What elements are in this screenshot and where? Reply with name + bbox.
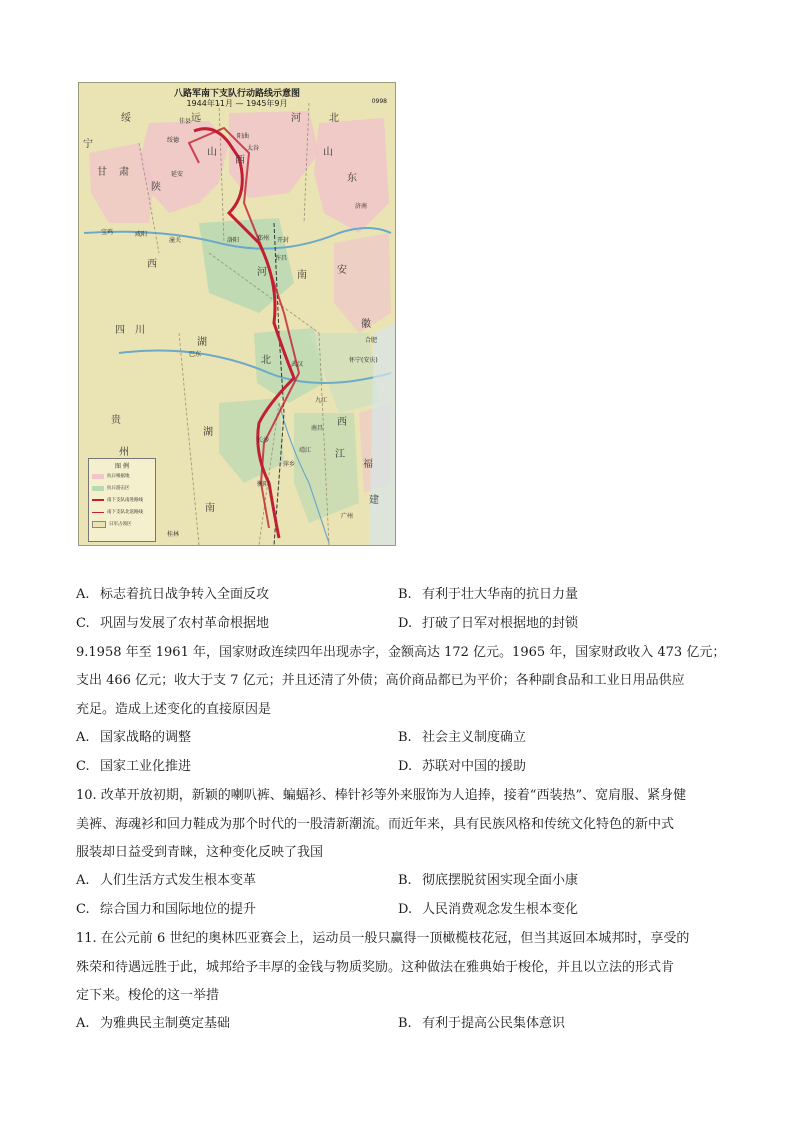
option-text: 有利于壮大华南的抗日力量 bbox=[422, 587, 579, 602]
city-label: 佳县 bbox=[179, 118, 192, 125]
province-label: 安 bbox=[337, 265, 347, 276]
question-10-line: 美裤、海魂衫和回力鞋成为那个时代的一股清新潮流。而近年来，具有民族风格和传统文化特色的新中式 bbox=[76, 817, 675, 832]
province-label: 山 bbox=[323, 147, 333, 158]
question-10-line: 10. 改革开放初期，新颖的喇叭裤、蝙蝠衫、棒针衫等外来服饰为人追捧，接着“西装热”、宽肩服、紧身健 bbox=[76, 788, 687, 803]
city-label: 桂林 bbox=[167, 531, 180, 538]
option-b[interactable] bbox=[398, 1015, 565, 1033]
province-label: 山 bbox=[207, 147, 217, 158]
province-label: 州 bbox=[119, 447, 129, 458]
city-label: 怀宁(安庆) bbox=[349, 357, 378, 364]
option-text: 为雅典民主制奠定基础 bbox=[100, 1016, 231, 1031]
city-label: 长沙 bbox=[257, 437, 270, 444]
option-letter: A. bbox=[76, 587, 90, 602]
province-label: 江 bbox=[335, 449, 345, 460]
option-a[interactable] bbox=[76, 586, 269, 604]
map-code: 0998 bbox=[371, 98, 387, 105]
question-9-line: 充足。造成上述变化的直接原因是 bbox=[76, 702, 272, 717]
option-letter: A. bbox=[76, 1016, 90, 1031]
option-text: 标志着抗日战争转入全面反攻 bbox=[100, 587, 270, 602]
option-letter: C. bbox=[76, 759, 90, 774]
province-label: 河 bbox=[291, 113, 301, 124]
option-text: 人们生活方式发生根本变革 bbox=[100, 873, 257, 888]
option-text: 社会主义制度确立 bbox=[422, 730, 527, 745]
province-label: 福 bbox=[363, 459, 373, 470]
option-letter: A. bbox=[76, 873, 90, 888]
map-legend bbox=[88, 458, 156, 542]
city-label: 潼关 bbox=[169, 237, 182, 244]
city-label: 郑州 bbox=[257, 235, 270, 242]
legend-swatch bbox=[92, 512, 104, 513]
province-label: 陕 bbox=[151, 182, 161, 193]
city-label: 绥德 bbox=[167, 137, 180, 144]
option-letter: C. bbox=[76, 616, 90, 631]
province-label: 四 bbox=[115, 325, 125, 336]
city-label: 济南 bbox=[355, 203, 368, 210]
legend-swatch bbox=[92, 486, 104, 491]
province-label: 南 bbox=[205, 503, 215, 514]
province-label: 东 bbox=[347, 173, 357, 184]
question-11-line: 11. 在公元前 6 世纪的奥林匹亚赛会上，运动员一般只赢得一顶橄榄枝花冠，但当其返回本城邦时，享受的 bbox=[76, 931, 690, 946]
legend-item bbox=[89, 470, 155, 482]
question-9-line: 支出 466 亿元；收大于支 7 亿元；并且还清了外债；高价商品都已为平价；各种副食品和工业日用品供应 bbox=[76, 673, 685, 688]
province-label: 西 bbox=[337, 417, 347, 428]
legend-label: 抗日根据地 bbox=[107, 474, 130, 479]
option-c[interactable] bbox=[76, 758, 191, 776]
map-subtitle: 1944年11月 — 1945年9月 bbox=[186, 99, 288, 108]
option-b[interactable] bbox=[398, 586, 578, 604]
question-11-line: 定下来。梭伦的这一举措 bbox=[76, 988, 220, 1003]
legend-title: 图 例 bbox=[115, 463, 129, 470]
province-label: 北 bbox=[329, 113, 339, 124]
option-letter: D. bbox=[398, 902, 413, 917]
option-letter: B. bbox=[398, 730, 412, 745]
legend-label: 日军占领区 bbox=[109, 522, 132, 527]
city-label: 许昌 bbox=[275, 255, 288, 262]
city-label: 武汉 bbox=[291, 361, 304, 368]
province-label: 远 bbox=[191, 113, 201, 124]
option-text: 国家战略的调整 bbox=[100, 730, 192, 745]
option-text: 苏联对中国的援助 bbox=[422, 759, 527, 774]
city-label: 洛阳 bbox=[227, 237, 240, 244]
city-label: 咸阳 bbox=[135, 231, 148, 238]
city-label: 九江 bbox=[315, 397, 328, 404]
legend-item bbox=[89, 518, 155, 530]
province-label: 建 bbox=[369, 495, 379, 506]
option-text: 人民消费观念发生根本变化 bbox=[422, 902, 579, 917]
route-map-figure bbox=[78, 82, 396, 546]
legend-label: 南下支队南进路线 bbox=[107, 498, 143, 503]
province-label: 湖 bbox=[203, 427, 213, 438]
city-label: 太谷 bbox=[247, 145, 260, 152]
option-letter: B. bbox=[398, 1016, 412, 1031]
option-d[interactable] bbox=[398, 615, 578, 633]
option-c[interactable] bbox=[76, 901, 256, 919]
province-label: 肃 bbox=[119, 167, 129, 178]
city-label: 开封 bbox=[277, 237, 290, 244]
map-title: 八路军南下支队行动路线示意图 bbox=[173, 89, 300, 99]
base-area-shaanxi bbox=[139, 121, 229, 213]
legend-swatch bbox=[92, 474, 104, 479]
legend-item bbox=[89, 482, 155, 494]
province-label: 宁 bbox=[83, 139, 93, 150]
question-10-line: 服装却日益受到青睐，这种变化反映了我国 bbox=[76, 845, 324, 860]
option-a[interactable] bbox=[76, 729, 191, 747]
option-letter: C. bbox=[76, 902, 90, 917]
guerrilla-area-hunan bbox=[219, 398, 284, 483]
city-label: 延安 bbox=[171, 171, 184, 178]
option-a[interactable] bbox=[76, 872, 256, 890]
city-label: 南昌 bbox=[311, 425, 324, 432]
legend-item bbox=[89, 506, 155, 518]
option-letter: D. bbox=[398, 759, 413, 774]
province-label: 徽 bbox=[361, 319, 371, 330]
option-d[interactable] bbox=[398, 901, 578, 919]
province-label: 河 bbox=[257, 267, 267, 278]
question-11-line: 殊荣和待遇远胜于此，城邦给予丰厚的金钱与物质奖励。这种做法在雅典始于梭伦，并且以立法的形式肯 bbox=[76, 960, 675, 975]
legend-label: 抗日游击区 bbox=[107, 486, 130, 491]
option-a[interactable] bbox=[76, 1015, 230, 1033]
legend-item bbox=[89, 494, 155, 506]
province-label: 绥 bbox=[121, 113, 131, 124]
option-text: 国家工业化推进 bbox=[100, 759, 192, 774]
option-c[interactable] bbox=[76, 615, 269, 633]
option-text: 巩固与发展了农村革命根据地 bbox=[100, 616, 270, 631]
province-label: 甘 bbox=[97, 167, 107, 178]
option-letter: D. bbox=[398, 616, 413, 631]
city-label: 广州 bbox=[341, 513, 354, 520]
option-text: 有利于提高公民集体意识 bbox=[422, 1016, 566, 1031]
option-letter: B. bbox=[398, 873, 412, 888]
province-label: 南 bbox=[297, 270, 307, 281]
legend-swatch bbox=[92, 499, 104, 501]
option-text: 综合国力和国际地位的提升 bbox=[100, 902, 257, 917]
option-b[interactable] bbox=[398, 729, 526, 747]
option-letter: B. bbox=[398, 587, 412, 602]
city-label: 靖江 bbox=[299, 447, 312, 454]
option-d[interactable] bbox=[398, 758, 526, 776]
province-label: 北 bbox=[261, 355, 271, 366]
province-label: 湖 bbox=[197, 337, 207, 348]
option-text: 彻底摆脱贫困实现全面小康 bbox=[422, 873, 579, 888]
option-text: 打破了日军对根据地的封锁 bbox=[422, 616, 579, 631]
guerrilla-area-jiangxi bbox=[294, 413, 359, 523]
province-label: 西 bbox=[235, 155, 245, 166]
city-label: 巴东 bbox=[189, 351, 202, 358]
city-label: 合肥 bbox=[365, 337, 378, 344]
city-label: 衡阳 bbox=[257, 481, 270, 488]
province-label: 川 bbox=[135, 325, 145, 336]
option-letter: A. bbox=[76, 730, 90, 745]
province-label: 西 bbox=[147, 259, 157, 270]
city-label: 萍乡 bbox=[283, 461, 296, 468]
city-label: 宝鸡 bbox=[101, 229, 114, 236]
legend-swatch bbox=[92, 521, 106, 528]
province-label: 贵 bbox=[111, 415, 121, 426]
city-label: 阳曲 bbox=[237, 133, 250, 140]
question-9-line: 9.1958 年至 1961 年，国家财政连续四年出现赤字，金额高达 172 亿元。1965 年，国家财政收入 473 亿元； bbox=[76, 645, 726, 660]
option-b[interactable] bbox=[398, 872, 578, 890]
legend-label: 南下支队北返路线 bbox=[107, 510, 143, 515]
